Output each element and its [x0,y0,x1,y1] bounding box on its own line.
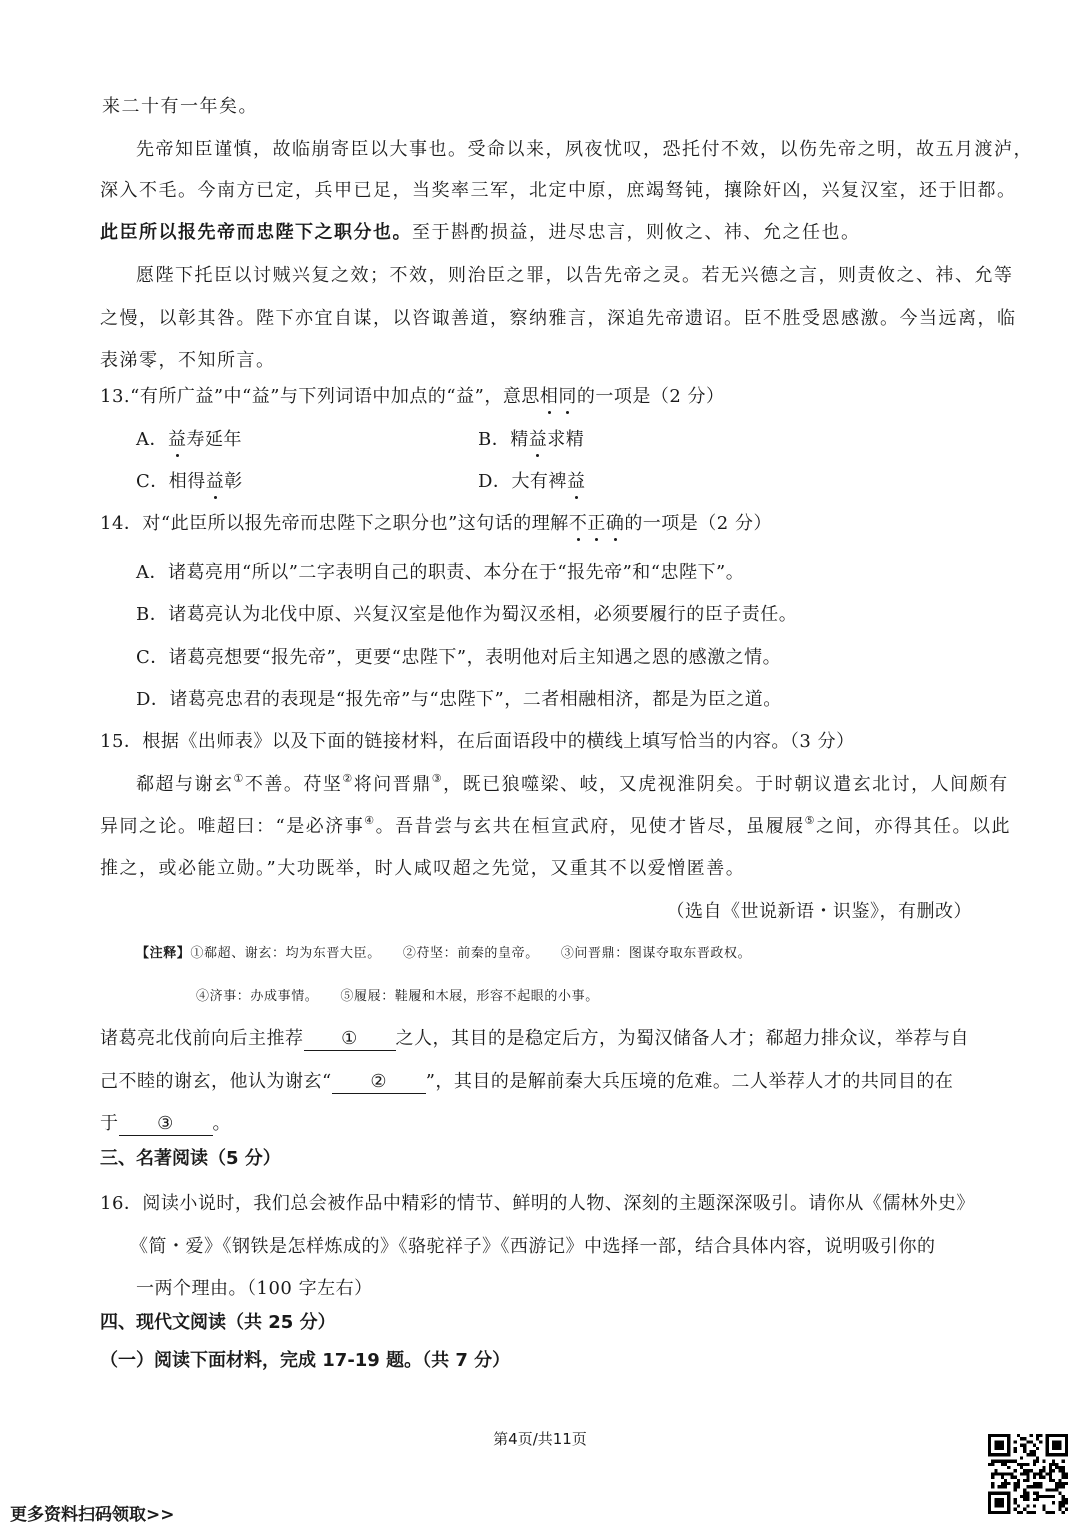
material-line [100,814,1011,840]
q13-option-d [478,469,585,495]
option-text: 相得 [168,471,206,492]
passage-line: 表涕零，不知所言。 [100,350,276,371]
question-16-line: 《简・爱》《钢铁是怎样炼成的》《骆驼祥子》《西游记》中选择一部，结合具体内容，说明吸引你的 [130,1236,936,1257]
dotted-char: 同 [558,384,577,410]
annotation-line [196,984,599,1010]
option-letter: B． [478,429,511,450]
material-text: 异同之论。唯超曰：“是必济事 [100,816,365,837]
question-13-stem [100,384,725,410]
material-text: 将问晋鼎 [353,774,432,795]
fill-blank-line [100,1111,231,1137]
material-source: （选自《世说新语・识鉴》，有删改） [666,901,972,922]
fill-text: 己不睦的谢玄，他认为谢玄“ [100,1071,332,1092]
material-text: 之间，亦得其任。以此 [815,816,1011,837]
option-text: 寿延年 [186,429,242,450]
fill-text: 于 [100,1113,119,1134]
stem-text: 的一项是（2 分） [624,513,772,534]
option-text: 求精 [547,429,585,450]
option-letter: D． [478,471,512,492]
stem-text: 的一项是（2 分） [576,386,725,407]
option-text: 精 [510,429,529,450]
page-number: 第4页/共11页 [493,1430,587,1448]
dotted-char: 相 [540,384,559,410]
subsection-heading: （一）阅读下面材料，完成 17-19 题。（共 7 分） [100,1350,511,1371]
passage-text: 至于斟酌损益，进尽忠言，则攸之、祎、允之任也。 [412,222,861,243]
dotted-char: 确 [606,511,625,537]
material-text: 不善。苻坚 [244,774,343,795]
annotation-label: 【注释】 [136,946,191,961]
highlighted-sentence: 此臣所以报先帝而忠陛下之职分也。 [100,222,412,243]
annotation-line [136,941,751,967]
fill-text: 诸葛亮北伐前向后主推荐 [100,1028,304,1049]
question-16-line: 一两个理由。（100 字左右） [136,1278,373,1299]
answer-blank[interactable]: ③ [119,1113,213,1136]
q14-option-b: B．诸葛亮认为北伐中原、兴复汉室是他作为蜀汉丞相，必须要履行的臣子责任。 [136,604,798,625]
section-heading: 三、名著阅读（5 分） [100,1148,281,1169]
material-text: 郗超与谢玄 [136,774,234,795]
material-text: ，既已狼噬梁、岐，又虎视淮阴矣。于时朝议遣玄北讨，人间颇有 [443,774,1009,795]
fill-text: 。 [212,1113,231,1134]
option-letter: A． [136,429,168,450]
dotted-char: 益 [168,427,187,453]
dotted-char: 益 [206,469,225,495]
fill-blank-line [100,1026,969,1052]
question-16-line: 16．阅读小说时，我们总会被作品中精彩的情节、鲜明的人物、深刻的主题深深吸引。请你从《儒林外史》 [100,1193,975,1214]
passage-line: 深入不毛。今南方已定，兵甲已足，当奖率三军，北定中原，庶竭驽钝，攘除奸凶，兴复汉室，还于旧都。 [100,180,1017,201]
option-letter: C． [136,471,169,492]
passage-line [100,220,861,246]
q13-option-c [136,469,243,495]
stem-text: 13.“有所广益”中“益”与下列词语中加点的“益”，意思 [100,386,540,407]
q14-option-d: D．诸葛亮忠君的表现是“报先帝”与“忠陛下”，二者相融相济，都是为臣之道。 [136,689,782,710]
passage-line: 之慢，以彰其咎。陛下亦宜自谋，以咨诹善道，察纳雅言，深追先帝遗诏。臣不胜受恩感激。今当远离，临 [100,308,1017,329]
passage-line: 先帝知臣谨慎，故临崩寄臣以大事也。受命以来，夙夜忧叹，恐托付不效，以伤先帝之明，故五月渡泸， [136,139,1033,160]
footnote-mark: ② [342,772,354,785]
question-14-stem [100,511,772,537]
material-line: 推之，或必能立勋。”大功既举，时人咸叹超之先觉，又重其不以爱憎匿善。 [100,858,746,879]
annotation-item: ①郗超、谢玄：均为东晋大臣。 [190,946,381,961]
q14-option-a: A．诸葛亮用“所以”二字表明自己的职责、本分在于“报先帝”和“忠陛下”。 [136,562,745,583]
section-heading: 四、现代文阅读（共 25 分） [100,1312,336,1333]
q13-option-a [136,427,242,453]
dotted-char: 益 [567,469,586,495]
option-text: 大有裨 [511,471,567,492]
footnote-mark: ① [233,772,245,785]
stem-text: 14．对“此臣所以报先帝而忠陛下之职分也”这句话的理解 [100,513,569,534]
passage-line: 来二十有一年矣。 [102,96,258,117]
qr-code-icon[interactable] [988,1434,1068,1514]
annotation-item: ③问晋鼎：图谋夺取东晋政权。 [560,946,752,961]
question-15-stem: 15．根据《出师表》以及下面的链接材料，在后面语段中的横线上填写恰当的内容。（3 分） [100,731,855,752]
answer-blank[interactable]: ① [304,1028,396,1051]
answer-blank[interactable]: ② [332,1071,426,1094]
promo-text[interactable]: 更多资料扫码领取>> [10,1505,175,1525]
annotation-item: ②苻坚：前秦的皇帝。 [402,946,539,961]
option-text: 彰 [224,471,243,492]
footnote-mark: ④ [364,814,376,827]
annotation-item: ④济事：办成事情。 [196,989,319,1004]
q14-option-c: C．诸葛亮想要“报先帝”，更要“忠陛下”，表明他对后主知遇之恩的感激之情。 [136,647,782,668]
footnote-mark: ⑤ [804,814,816,827]
passage-line: 愿陛下托臣以讨贼兴复之效；不效，则治臣之罪，以告先帝之灵。若无兴德之言，则责攸之、祎、允等 [136,265,1014,286]
material-text: 。吾昔尝与玄共在桓宣武府，见使才皆尽，虽履屐 [375,816,805,837]
annotation-item: ⑤履屐：鞋履和木屐，形容不起眼的小事。 [340,989,599,1004]
q13-option-b [478,427,584,453]
dotted-char: 益 [529,427,548,453]
fill-text: 之人，其目的是稳定后方，为蜀汉储备人才；郗超力排众议，举荐与自 [395,1028,969,1049]
dotted-char: 正 [587,511,606,537]
fill-text: ”，其目的是解前秦大兵压境的危难。二人举荐人才的共同目的在 [425,1071,954,1092]
material-line [136,772,1009,798]
footnote-mark: ③ [431,772,444,785]
fill-blank-line [100,1069,953,1095]
dotted-char: 不 [569,511,588,537]
